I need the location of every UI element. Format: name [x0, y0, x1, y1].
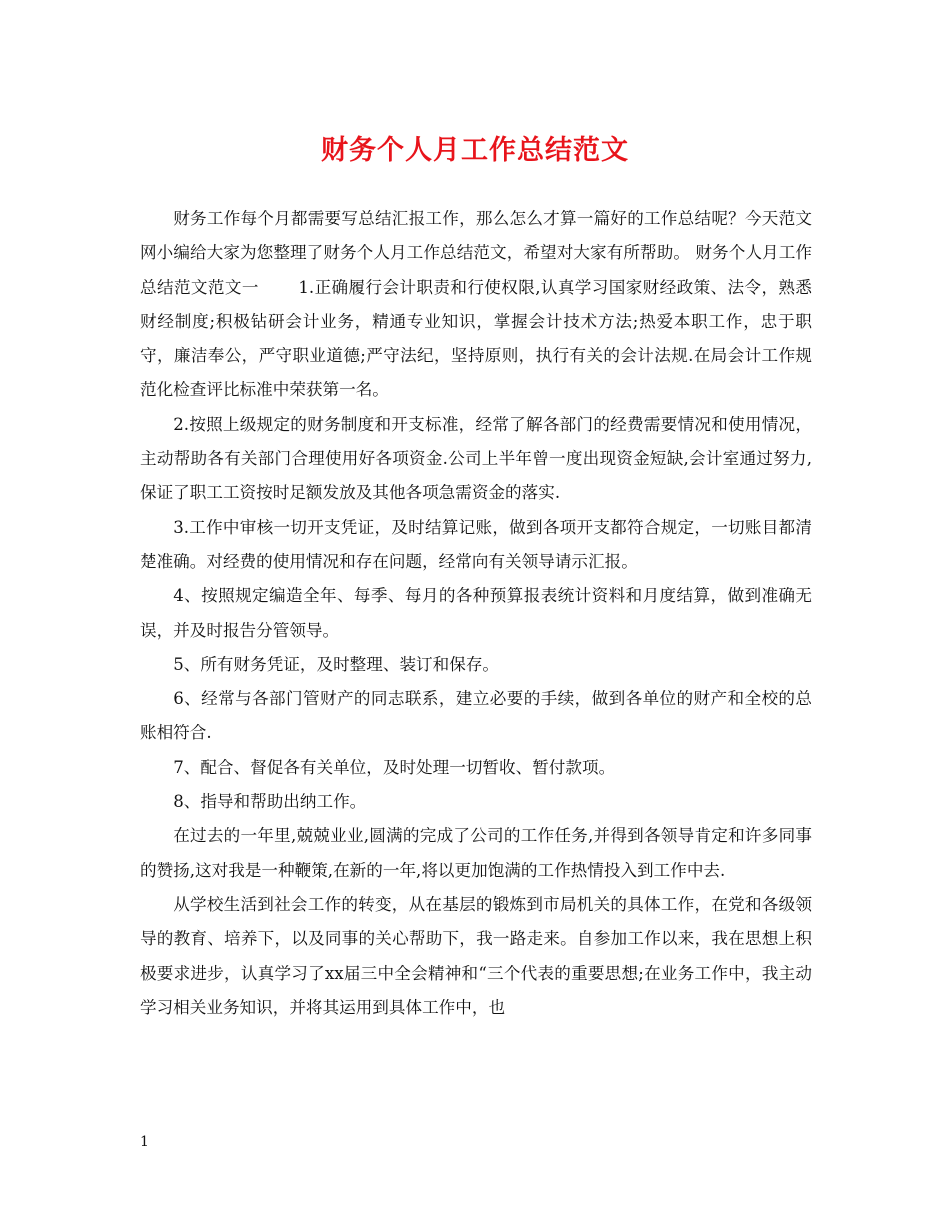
paragraph-career: 从学校生活到社会工作的转变，从在基层的锻炼到市局机关的具体工作，在党和各级领导的教育、培养下，以及同事的关心帮助下，我一路走来。自参加工作以来，我在思想上积极要求进步，认真学习了xx届三中全会精神和“三个代表的重要思想;在业务工作中，我主动学习相关业务知识，并将其运用到具体工作中，也	[140, 894, 812, 1017]
paragraph-item-3: 3.工作中审核一切开支凭证，及时结算记账，做到各项开支都符合规定，一切账目都清楚准确。对经费的使用情况和存在问题，经常向有关领导请示汇报。	[140, 517, 812, 571]
paragraph-item-6: 6、经常与各部门管财产的同志联系，建立必要的手续，做到各单位的财产和全校的总账相符合.	[140, 689, 812, 743]
document-body	[140, 202, 812, 1025]
paragraph-item-4: 4、按照规定编造全年、每季、每月的各种预算报表统计资料和月度结算，做到准确无误，并及时报告分管领导。	[140, 586, 812, 640]
paragraph-summary: 在过去的一年里,兢兢业业,圆满的完成了公司的工作任务,并得到各领导肯定和许多同事的赞扬,这对我是一种鞭策,在新的一年,将以更加饱满的工作热情投入到工作中去.	[140, 826, 812, 880]
paragraph-intro: 财务工作每个月都需要写总结汇报工作，那么怎么才算一篇好的工作总结呢？今天范文网小编给大家为您整理了财务个人月工作总结范文，希望对大家有所帮助。 财务个人月工作总结范文范文一 1.正确履行会计职责和行使权限,认真学习国家财经政策、法令，熟悉财经制度;积极钻研会计业务，精通专业知识，掌握会计技术方法;热爱本职工作，忠于职守，廉洁奉公，严守职业道德;严守法纪，坚持原则，执行有关的会计法规.在局会计工作规范化检查评比标准中荣获第一名。	[140, 209, 812, 400]
paragraph-item-7: 7、配合、督促各有关单位，及时处理一切暂收、暂付款项。	[173, 757, 616, 777]
page-number: 1	[140, 1134, 149, 1150]
paragraph-item-5: 5、所有财务凭证，及时整理、装订和保存。	[173, 654, 500, 674]
paragraph-item-2: 2.按照上级规定的财务制度和开支标准，经常了解各部门的经费需要情况和使用情况，主动帮助各有关部门合理使用好各项资金.公司上半年曾一度出现资金短缺,会计室通过努力,保证了职工工资按时足额发放及其他各项急需资金的落实.	[140, 414, 812, 503]
paragraph-item-8: 8、指导和帮助出纳工作。	[173, 792, 367, 812]
document-title: 财务个人月工作总结范文	[321, 135, 629, 166]
